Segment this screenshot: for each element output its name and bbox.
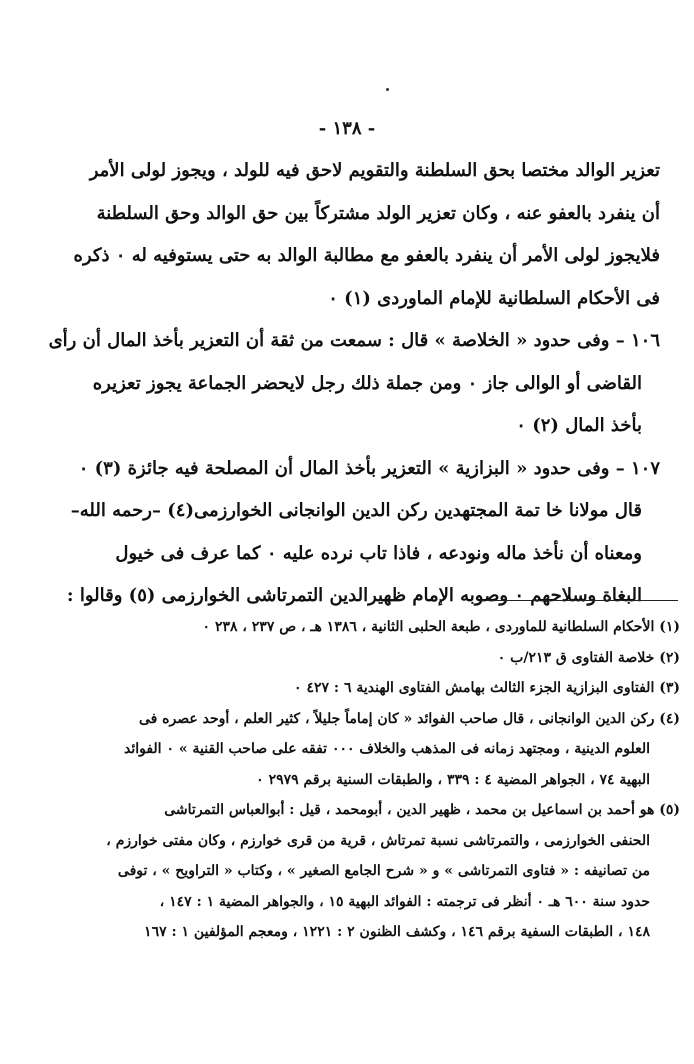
body-line: ومعناه أن نأخذ ماله ونودعه ، فاذا تاب نرده عليه ٠ كما عرف فى خيول <box>115 542 642 564</box>
paragraph-106-start: ١٠٦ – وفى حدود « الخلاصة » قال : سمعت من ثقة أن التعزير بأخذ المال أن رأى <box>48 330 660 351</box>
footnote-2: (٢) خلاصة الفتاوى ق ٢١٣/ب ٠ <box>497 649 680 666</box>
body-line: البغاة وسلاحهم ٠ وصوبه الإمام ظهيرالدين التمرتاشى الخوارزمى (٥) وقالوا : <box>66 585 642 606</box>
body-line: قال مولانا خا تمة المجتهدين ركن الدين الوانجانى الخوارزمى(٤) –رحمه الله– <box>70 500 642 521</box>
page-number: - ١٣٨ - <box>318 118 376 139</box>
footnote-5: (٥) هو أحمد بن اسماعيل بن محمد ، ظهير الدين ، أبومحمد ، قيل : أبوالعباس التمرتاشى <box>164 802 680 818</box>
footnote-5-continued: ١٤٨ ، الطبقات السفية برقم ١٤٦ ، وكشف الظنون ٢ : ١٢٢١ ، ومعجم المؤلفين ١ : ١٦٧ <box>144 924 650 940</box>
paragraph-107-start: ١٠٧ – وفى حدود « البزازية » التعزير بأخذ المال أن المصلحة فيه جائزة (٣) ٠ <box>78 457 660 479</box>
body-line: تعزير الوالد مختصا بحق السلطنة والتقويم لاحق فيه للولد ، ويجوز لولى الأمر <box>89 160 660 181</box>
body-line: فى الأحكام السلطانية للإمام الماوردى (١) ٠ <box>328 287 660 309</box>
footnote-4-continued: البهية ٧٤ ، الجواهر المضية ٤ : ٣٣٩ ، والطبقات السنية برقم ٢٩٧٩ ٠ <box>256 771 650 788</box>
footnotes <box>60 612 680 948</box>
body-line: فلايجوز لولى الأمر أن ينفرد بالعفو مع مطالبة الوالد به حتى يستوفيه له ٠ ذكره <box>73 245 660 266</box>
footnote-1: (١) الأحكام السلطانية للماوردى ، طبعة الحلبى الثانية ، ١٣٨٦ هـ ، ص ٢٣٧ ، ٢٣٨ ٠ <box>202 619 680 635</box>
footnote-3: (٣) الفتاوى البزازية الجزء الثالث بهامش الفتاوى الهندية ٦ : ٤٢٧ ٠ <box>294 680 680 696</box>
speck-mark <box>386 88 389 91</box>
footnote-5-continued: من تصانيفه : « فتاوى التمرتاشى » و « شرح الجامع الصغير » ، وكتاب « التراويح » ، توفى <box>117 863 650 879</box>
main-text <box>48 150 660 618</box>
body-line: بأخذ المال (٢) ٠ <box>516 415 642 436</box>
footnote-separator <box>480 600 678 601</box>
body-line: أن ينفرد بالعفو عنه ، وكان تعزير الولد مشتركاً بين حق الوالد وحق السلطنة <box>96 202 660 224</box>
footnote-4: (٤) ركن الدين الوانجانى ، قال صاحب الفوائد « كان إماماً جليلاً ، كثير العلم ، أوحد عصره فى <box>138 710 680 727</box>
footnote-5-continued: الحنفى الخوارزمى ، والتمرتاشى نسبة تمرتاش ، قرية من قرى خوارزم ، وكان مفتى خوارزم ، <box>106 832 650 849</box>
body-line: القاضى أو الوالى جاز ٠ ومن جملة ذلك رجل لايحضر الجماعة يجوز تعزيره <box>92 372 642 394</box>
footnote-5-continued: حدود سنة ٦٠٠ هـ ٠ أنظر فى ترجمته : الفوائد البهية ١٥ ، والجواهر المضية ١ : ١٤٧ ، <box>159 893 650 910</box>
footnote-4-continued: العلوم الدينية ، ومجتهد زمانه فى المذهب والخلاف ٠٠٠ تفقه على صاحب القنية » ٠ الفوائد <box>123 741 650 757</box>
